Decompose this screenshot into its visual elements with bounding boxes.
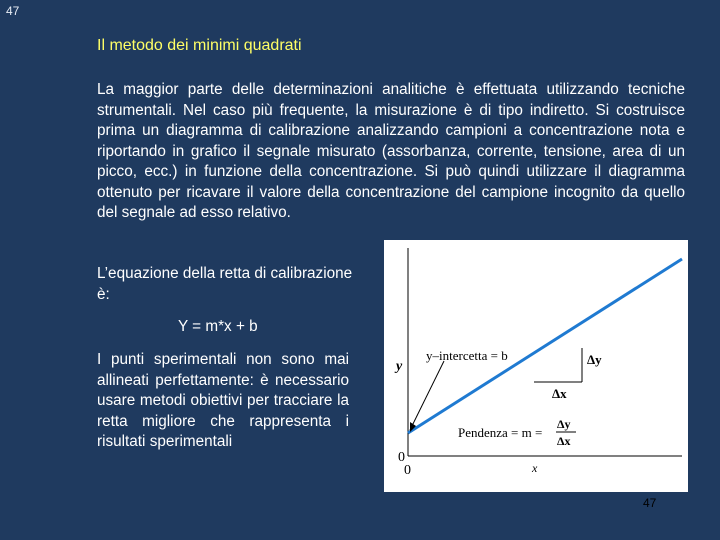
delta-y-label: Δy: [587, 352, 602, 367]
calibration-figure: [384, 240, 688, 492]
slide-title: Il metodo dei minimi quadrati: [97, 37, 302, 54]
intro-paragraph: La maggior parte delle determinazioni analitiche è effettuata utilizzando tecniche strumentali. Nel caso più frequente, la misurazione è di tipo indiretto. Si costruisce prima un diagramma di calibrazione analizzando campioni a concentrazione nota e riportando in grafico il segnale misurato (assorbanza, corrente, tensione, area di un picco, ecc.) in funzione della concentrazione. Si può quindi utilizzare il diagramma ottenuto per ricavare il valore della concentrazione del campione incognito da quello del segnale ad esso relativo.: [97, 81, 685, 221]
slope-label: Pendenza = m =: [458, 425, 543, 440]
calibration-equation: Y = m*x + b: [178, 318, 258, 335]
slope-denominator: Δx: [557, 434, 571, 448]
points-paragraph: I punti sperimentali non sono mai allineati perfettamente: è necessario usare metodi obiettivi per tracciare la retta migliore che rappresenta i risultati sperimentali: [97, 351, 349, 450]
origin-label: 0: [398, 450, 405, 465]
calibration-diagram: [384, 240, 688, 492]
x-axis-label: x: [532, 461, 538, 475]
y-axis-label: y: [396, 359, 403, 374]
slide-number: 47: [643, 496, 657, 510]
equation-intro: L’equazione della retta di calibrazione è:: [97, 265, 353, 303]
origin-label-bottom: 0: [404, 463, 411, 478]
intercept-label: y–intercetta = b: [426, 348, 508, 363]
calibration-line: [408, 259, 682, 433]
delta-x-label: Δx: [552, 386, 567, 401]
corner-page-number: 47: [6, 4, 20, 18]
slope-numerator: Δy: [557, 417, 571, 431]
